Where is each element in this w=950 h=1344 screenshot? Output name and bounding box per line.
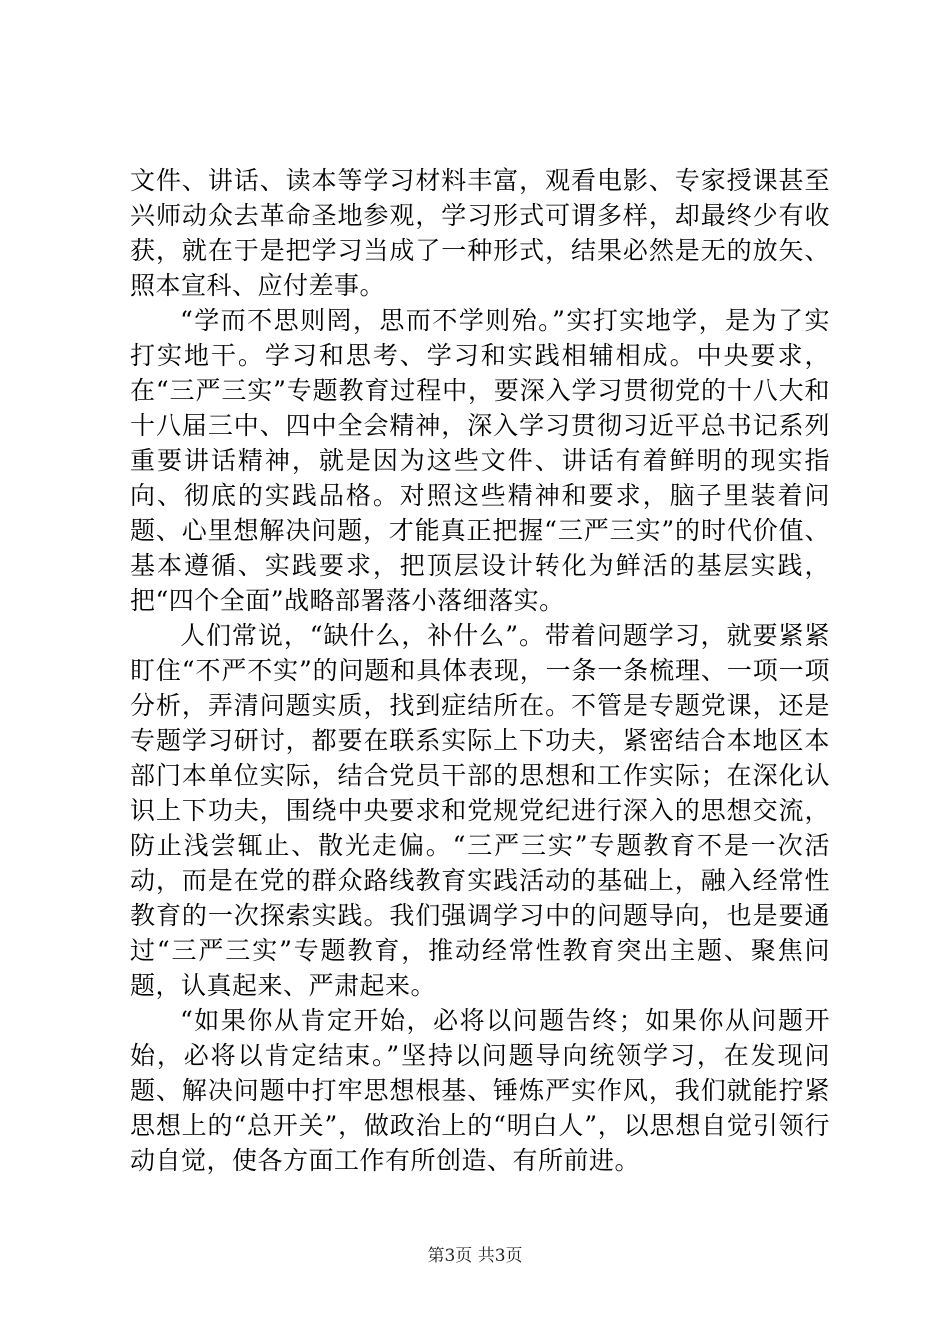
paragraph-continuation: 文件、讲话、读本等学习材料丰富，观看电影、专家授课甚至兴师动众去革命圣地参观，学习形式可谓多样，却最终少有收获，就在于是把学习当成了一种形式，结果必然是无的放矢、照本宣科、应付差事。 <box>130 166 830 300</box>
paragraph-xue-er-bu-si: “学而不思则罔，思而不学则殆。”实打实地学，是为了实打实地干。学习和思考、学习和实践相辅相成。中央要求，在“三严三实”专题教育过程中，要深入学习贯彻党的十八大和十八届三中、四中全会精神，深入学习贯彻习近平总书记系列重要讲话精神，就是因为这些文件、讲话有着鲜明的现实指向、彻底的实践品格。对照这些精神和要求，脑子里装着问题、心里想解决问题，才能真正把握“三严三实”的时代价值、基本遵循、实践要求，把顶层设计转化为鲜活的基层实践，把“四个全面”战略部署落小落细落实。 <box>130 306 830 615</box>
paragraph-ken-ding-kai-shi: “如果你从肯定开始，必将以问题告终；如果你从问题开始，必将以肯定结束。”坚持以问题导向统领学习，在发现问题、解决问题中打牢思想根基、锤炼严实作风，我们就能拧紧思想上的“总开关”，做政治上的“明白人”，以思想自觉引领行动自觉，使各方面工作有所创造、有所前进。 <box>130 1006 830 1175</box>
paragraph-que-shen-me: 人们常说，“缺什么，补什么”。带着问题学习，就要紧紧盯住“不严不实”的问题和具体表现，一条一条梳理、一项一项分析，弄清问题实质，找到症结所在。不管是专题党课，还是专题学习研讨，都要在联系实际上下功夫，紧密结合本地区本部门本单位实际，结合党员干部的思想和工作实际；在深化认识上下功夫，围绕中央要求和党规党纪进行深入的思想交流，防止浅尝辄止、散光走偏。“三严三实”专题教育不是一次活动，而是在党的群众路线教育实践活动的基础上，融入经常性教育的一次探索实践。我们强调学习中的问题导向，也是要通过“三严三实”专题教育，推动经常性教育突出主题、聚焦问题，认真起来、严肃起来。 <box>130 621 830 1000</box>
document-body <box>130 163 830 1178</box>
page-number-footer: 第3页 共3页 <box>427 1246 523 1266</box>
